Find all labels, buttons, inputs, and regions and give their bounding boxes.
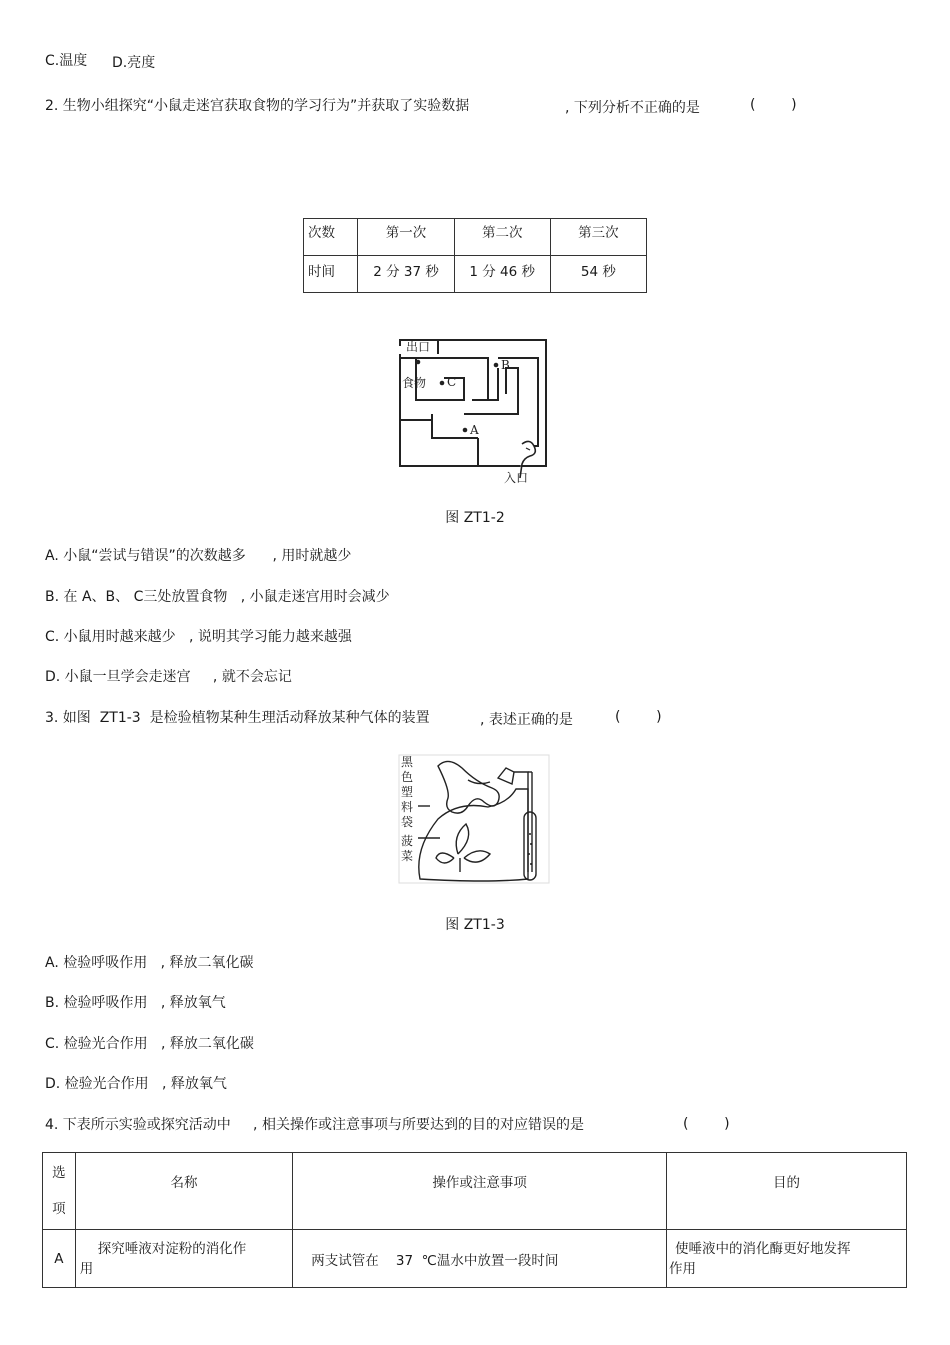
q3-answer-paren: ( ) [615,709,662,725]
table-cell: 1 分 46 秒 [454,256,550,293]
bag-label-char: 色 [401,770,414,784]
maze-figure [398,338,550,486]
q3-stem-tail: , 表述正确的是 [480,712,573,728]
table-header-cell: 第三次 [550,219,646,256]
q2-stem: 2. 生物小组探究“小鼠走迷宫获取食物的学习行为”并获取了实验数据 [45,98,470,114]
q1-option-d: D.亮度 [112,55,156,71]
q2-answer-paren: ( ) [750,97,797,113]
table-cell: 时间 [304,256,358,293]
table-header-cell: 次数 [304,219,358,256]
table-cell-goal [666,1230,906,1288]
q3-option-c: C. 检验光合作用 , 释放二氧化碳 [45,1036,254,1052]
bag-label-char: 料 [401,800,414,814]
q2-option-a: A. 小鼠“尝试与错误”的次数越多 , 用时就越少 [45,548,352,564]
table-cell-option: A [43,1230,76,1288]
table-header-cell: 操作或注意事项 [293,1153,667,1230]
q3-option-b: B. 检验呼吸作用 , 释放氧气 [45,995,226,1011]
figure-caption-zt1-2: 图 ZT1-2 [445,510,505,526]
header-option-line1: 选 [52,1165,66,1181]
name-line1: 探究唾液对淀粉的消化作 [97,1240,247,1257]
plant-bag-figure [398,754,550,886]
header-option-line2: 项 [52,1201,66,1217]
q4-stem: 4. 下表所示实验或探究活动中 , 相关操作或注意事项与所要达到的目的对应错误的是 [45,1117,584,1133]
q4-table [42,1152,907,1288]
table-header-cell: 第一次 [358,219,454,256]
maze-entrance-label: 入口 [504,471,529,485]
q2-data-table [303,218,647,293]
name-line2: 用 [79,1260,94,1277]
table-header-cell: 名称 [75,1153,293,1230]
q2-stem-tail: , 下列分析不正确的是 [565,100,700,116]
maze-b-label: B [501,358,510,372]
q2-option-d: D. 小鼠一旦学会走迷宫 , 就不会忘记 [45,669,292,685]
bag-label-char: 黑 [401,755,414,769]
bag-label-char: 袋 [401,815,414,829]
bag-label-char: 塑 [401,785,414,799]
table-cell-name [75,1230,293,1288]
goal-line2: 作用 [668,1260,696,1277]
q3-stem: 3. 如图 ZT1-3 是检验植物某种生理活动释放某种气体的装置 [45,710,430,726]
table-header-cell [43,1153,76,1230]
figure-caption-zt1-3: 图 ZT1-3 [445,917,505,933]
maze-c-label: C [447,375,457,389]
plant-label-char: 菠 [401,834,414,848]
goal-line1: 使唾液中的消化酶更好地发挥 [674,1240,851,1257]
maze-food-label: 食物 [402,376,427,390]
table-cell: 2 分 37 秒 [358,256,454,293]
plant-label-char: 菜 [401,849,414,863]
maze-a-label: A [470,423,479,437]
table-cell-operation: 两支试管在 37 ℃温水中放置一段时间 [293,1230,667,1288]
table-header-cell: 目的 [666,1153,906,1230]
maze-exit-label: 出口 [406,340,431,354]
q4-answer-paren: ( ) [683,1116,730,1132]
q1-option-c: C.温度 [45,53,88,69]
q2-option-b: B. 在 A、B、 C三处放置食物 , 小鼠走迷宫用时会减少 [45,589,390,605]
table-header-cell: 第二次 [454,219,550,256]
q2-option-c: C. 小鼠用时越来越少 , 说明其学习能力越来越强 [45,629,352,645]
q3-option-a: A. 检验呼吸作用 , 释放二氧化碳 [45,955,254,971]
table-cell: 54 秒 [550,256,646,293]
q3-option-d: D. 检验光合作用 , 释放氧气 [45,1076,227,1092]
